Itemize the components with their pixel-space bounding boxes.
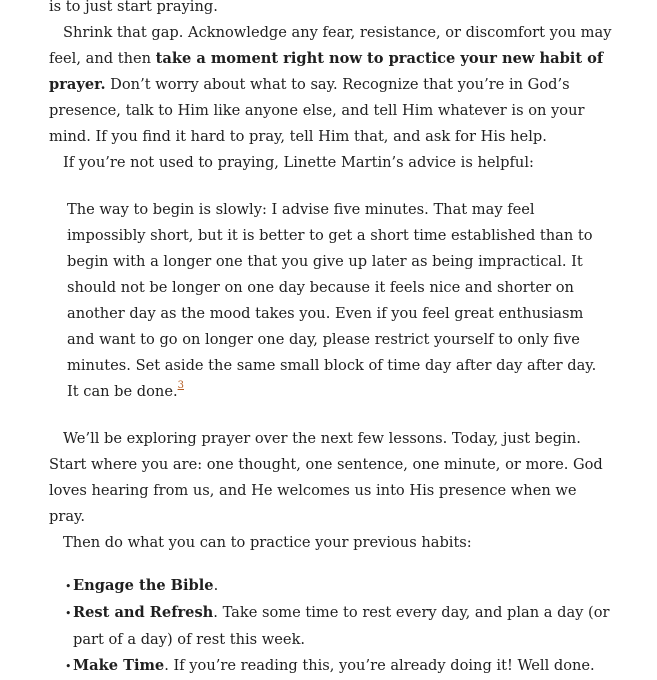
- paragraph-text: If you’re not used to praying, Linette Martin’s advice is helpful:: [63, 154, 534, 171]
- quote-text: [67, 197, 597, 405]
- list-item: [65, 573, 614, 600]
- paragraph-exploring-prayer: [49, 426, 614, 530]
- paragraph-text: Don’t worry about what to say. Recognize that you’re in God’s presence, talk to Him like anyone else, and tell Him whatever is on your mind. If you find it hard to pray, tell Him that, and ask for His help.: [49, 76, 585, 145]
- paragraph-intro-quote: [49, 150, 614, 176]
- paragraph-previous-habits: [49, 530, 614, 556]
- paragraph-text: Then do what you can to practice your previous habits:: [63, 534, 472, 551]
- footnote-link[interactable]: 3: [177, 380, 184, 391]
- habit-name: Rest and Refresh: [73, 604, 214, 621]
- document-page: [49, 0, 614, 680]
- block-quote: [67, 197, 597, 405]
- habit-description: .: [213, 577, 219, 594]
- paragraph-text: We’ll be exploring prayer over the next few lessons. Today, just begin. Start where you are: one thought, one sentence, one minute, or more. God loves hearing from us, and He welcomes us into His presence when we pray.: [49, 430, 603, 525]
- quote-body: The way to begin is slowly: I advise five minutes. That may feel impossibly short, but it is better to get a short time established than to begin with a longer one that you give up later as being impractical. It should not be longer on one day because it feels nice and shorter on another day as the mood takes you. Even if you feel great enthusiasm and want to go on longer one day, please restrict yourself to only five minutes. Set aside the same small block of time day after day after day. It can be done.: [67, 201, 597, 400]
- paragraph-text: is to just start praying.: [49, 0, 218, 15]
- paragraph-text: Shrink that gap. Acknowledge any fear, resistance, or discomfort you may feel, and then: [49, 24, 612, 67]
- habit-name: Engage the Bible: [73, 577, 214, 594]
- list-item: [65, 653, 614, 680]
- emphasis-text: take a moment right now to practice your new habit of prayer.: [49, 50, 604, 93]
- habit-description: . If you’re reading this, you’re already doing it! Well done.: [164, 657, 595, 674]
- paragraph-continuation: [49, 0, 614, 20]
- habit-description: . Take some time to rest every day, and plan a day (or part of a day) of rest this week.: [73, 604, 610, 648]
- habit-name: Make Time: [73, 657, 165, 674]
- paragraph-shrink-the-gap: [49, 20, 614, 150]
